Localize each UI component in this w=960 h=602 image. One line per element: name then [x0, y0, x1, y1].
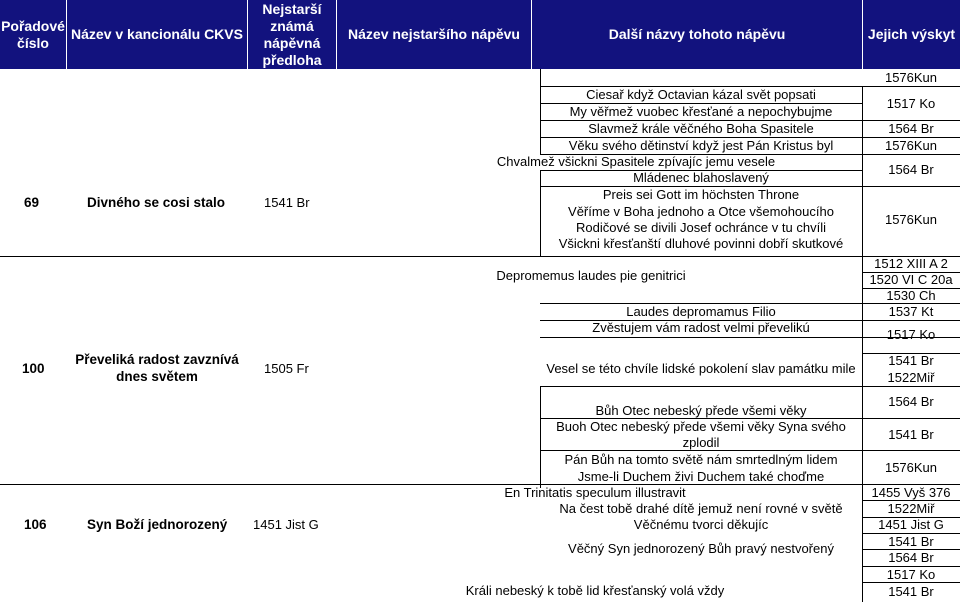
other-name-item: Na čest tobě drahé dítě jemuž není rovné v světě — [559, 501, 843, 516]
occurrence-item: 1537 Kt — [888, 304, 934, 319]
occurrence-item: 1520 VI C 20a — [869, 272, 953, 287]
occurrence-item: 1564 Br — [888, 162, 934, 177]
other-name-item: Depromemus laudes pie genitrici — [496, 268, 686, 283]
occurrence-item: 1576Kun — [884, 460, 938, 475]
row-source: 1505 Fr — [264, 361, 309, 376]
grid-line — [540, 386, 541, 488]
occurrence-item: 1512 XIII A 2 — [874, 256, 948, 271]
other-name-item: Bůh Otec nebeský přede všemi věky — [595, 403, 807, 418]
other-name-item: Věčný Syn jednorozený Bůh pravý nestvořený — [568, 541, 834, 556]
other-name-item: Slavmež krále věčného Boha Spasitele — [588, 121, 814, 136]
row-name: Převeliká radost zavznívá — [75, 352, 239, 367]
header-oldest-name: Název nejstaršího nápěvu — [348, 26, 520, 42]
occurrence-item: 1564 Br — [888, 550, 934, 565]
header-other-names: Další názvy tohoto nápěvu — [608, 26, 786, 42]
row-number: 100 — [22, 361, 45, 376]
row-name: Syn Boží jednorozený — [87, 517, 228, 532]
header-ckvs-name: Název v kancionálu CKVS — [71, 26, 243, 42]
occurrence-item: 1541 Br — [888, 534, 934, 549]
other-name-item: En Trinitatis speculum illustravit — [504, 485, 686, 500]
occurrence-item: 1541 Br — [888, 353, 934, 368]
other-name-item: Králi nebeský k tobě lid křesťanský volá vždy — [465, 583, 725, 598]
occurrence-item: 1517 Ko — [886, 327, 936, 342]
grid-line — [862, 86, 863, 256]
occurrence-item: 1517 Ko — [886, 96, 936, 111]
grid-line — [540, 170, 541, 256]
other-name-item: Jsme-li Duchem živi Duchem také choďme — [577, 469, 825, 484]
header-occurrences: Jejich výskyt — [867, 26, 956, 42]
other-name-item: Buoh Otec nebeský přede všemi věky Syna svého — [556, 419, 846, 434]
grid-line — [540, 386, 960, 387]
row-number: 106 — [24, 517, 47, 532]
occurrence-item: 1564 Br — [888, 394, 934, 409]
other-name-item: zplodil — [682, 435, 720, 450]
occurrence-item: 1576Kun — [884, 70, 938, 85]
row-number: 69 — [24, 195, 40, 210]
other-name-item: Věčnému tvorci děkujíc — [633, 517, 769, 532]
other-name-item: Mládenec blahoslavený — [633, 170, 769, 185]
grid-line — [862, 256, 863, 602]
other-name-item: Vesel se této chvíle lidské pokolení slav památku mile — [546, 361, 856, 376]
occurrence-item: 1522Miř — [887, 501, 935, 516]
grid-line — [0, 484, 540, 485]
other-name-item: Chvalmež všickni Spasitele zpívajíc jemu vesele — [496, 154, 776, 169]
occurrence-item: 1517 Ko — [886, 567, 936, 582]
occurrence-item: 1455 Vyš 376 — [871, 485, 951, 500]
other-name-item: Zvěstujem vám radost velmi převelikú — [592, 320, 810, 335]
grid-line — [0, 256, 960, 257]
other-name-item: Všickni křesťanští dluhové povinni dobří skutkové — [558, 236, 844, 251]
occurrence-item: 1576Kun — [884, 212, 938, 227]
other-name-item: Ciesař když Octavian kázal svět popsati — [586, 87, 816, 102]
header-oldest-source: Nejstarší známá nápěvná předloha — [262, 0, 322, 68]
occurrence-item: 1576Kun — [884, 138, 938, 153]
other-name-item: My věřmež vuobec křesťané a nepochybujme — [569, 104, 833, 119]
occurrence-item: 1541 Br — [888, 584, 934, 599]
row-name: Divného se cosi stalo — [87, 195, 226, 210]
grid-line — [540, 69, 541, 155]
other-name-item: Laudes depromamus Filio — [626, 304, 776, 319]
other-name-item: Pán Bůh na tomto světě nám smrtedlným lidem — [564, 452, 838, 467]
occurrence-item: 1564 Br — [888, 121, 934, 136]
other-name-item: Věku svého dětinství když jest Pán Kristus byl — [568, 138, 834, 153]
table-header — [0, 0, 960, 69]
occurrence-item: 1451 Jist G — [878, 517, 944, 532]
grid-line — [540, 450, 960, 451]
occurrence-item: 1522Miř — [887, 370, 935, 385]
row-source: 1451 Jist G — [253, 517, 319, 532]
row-name: dnes světem — [116, 369, 198, 384]
other-name-item: Preis sei Gott im höchsten Throne — [602, 187, 800, 202]
row-source: 1541 Br — [264, 195, 310, 210]
other-name-item: Rodičové se divili Josef ochránce v tu chvíli — [575, 220, 827, 235]
occurrence-item: 1541 Br — [888, 427, 934, 442]
other-name-item: Věříme v Boha jednoho a Otce všemohoucího — [568, 204, 834, 219]
header-number: Pořadové číslo — [1, 17, 65, 51]
occurrence-item: 1530 Ch — [886, 288, 936, 303]
